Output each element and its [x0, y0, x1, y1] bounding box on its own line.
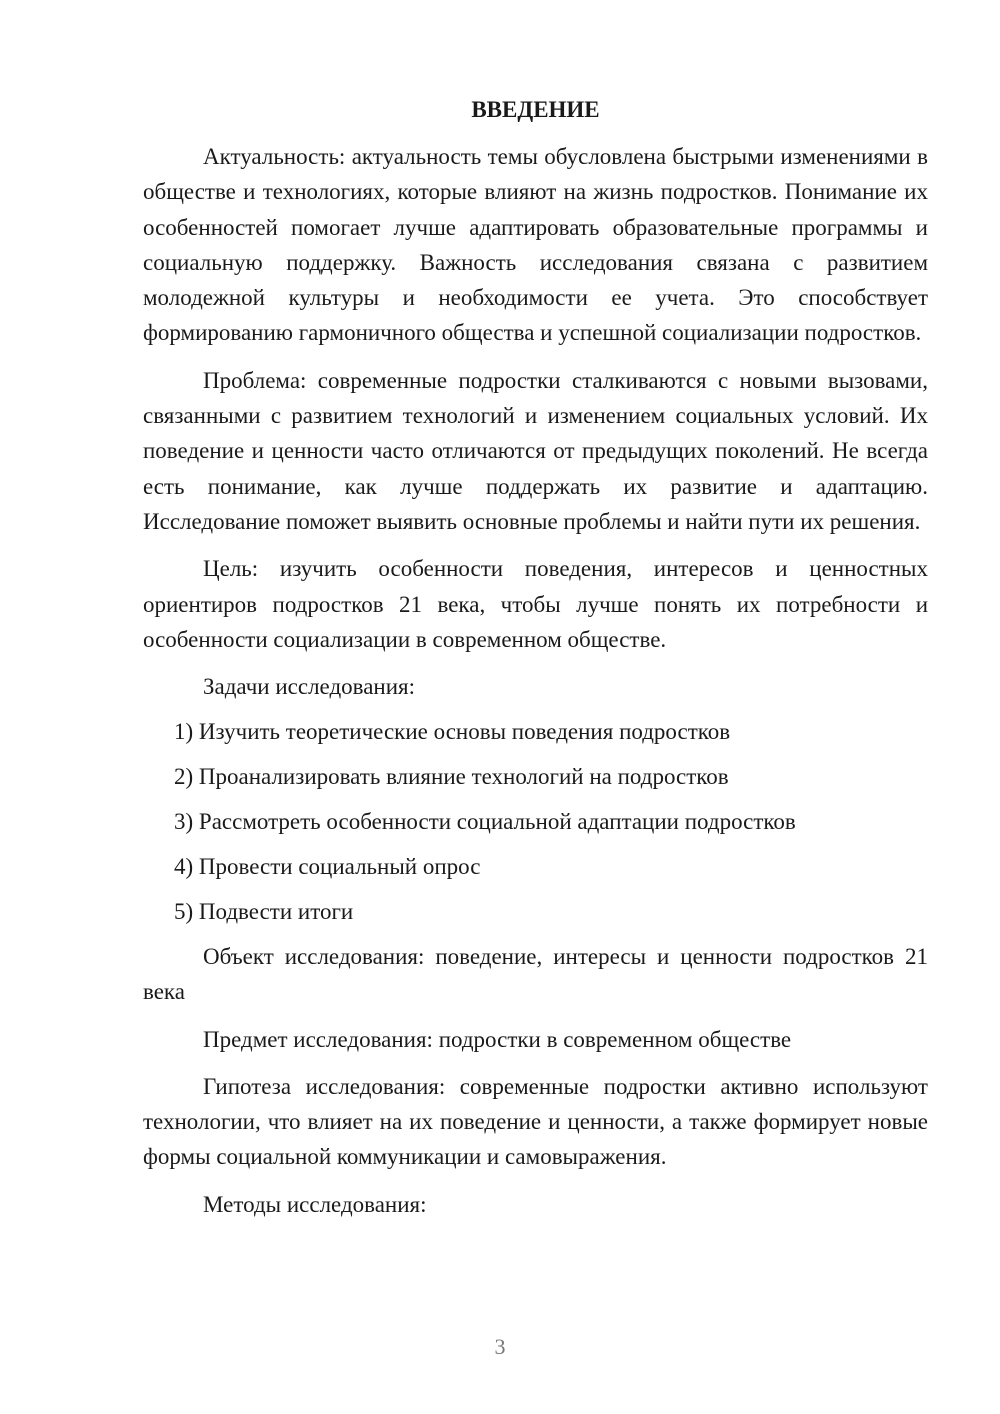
object-paragraph: Объект исследования: поведение, интересы и ценности подростков 21 века [143, 944, 928, 1005]
relevance-paragraph: Актуальность: актуальность темы обусловлена быстрыми изменениями в обществе и технологиях, которые влияют на жизнь подростков. Понимание их особенностей помогает лучше адаптировать образовательные программы и социальную поддержку. Важность исследования связана с развитием молодежной культуры и необходимости ее учета. Это способствует формированию гармоничного общества и успешной социализации подростков. [143, 144, 928, 346]
tasks-heading: Задачи исследования: [203, 674, 416, 700]
page-content [143, 92, 928, 1234]
task-item: 4) Провести социальный опрос [174, 854, 481, 880]
problem-paragraph: Проблема: современные подростки сталкиваются с новыми вызовами, связанными с развитием технологий и изменением социальных условий. Их поведение и ценности часто отличаются от предыдущих поколений. Не всегда есть понимание, как лучше поддержать их развитие и адаптацию. Исследование поможет выявить основные проблемы и найти пути их решения. [143, 367, 928, 534]
task-item: 5) Подвести итоги [174, 899, 354, 925]
methods-heading: Методы исследования: [203, 1191, 427, 1217]
page-title: ВВЕДЕНИЕ [471, 97, 600, 122]
task-item: 2) Проанализировать влияние технологий на подростков [174, 764, 729, 790]
task-item: 3) Рассмотреть особенности социальной адаптации подростков [174, 809, 796, 835]
hypothesis-paragraph: Гипотеза исследования: современные подростки активно используют технологии, что влияет на их поведение и ценности, а также формирует новые формы социальной коммуникации и самовыражения. [143, 1073, 928, 1170]
task-item: 1) Изучить теоретические основы поведения подростков [174, 719, 731, 745]
goal-paragraph: Цель: изучить особенности поведения, интересов и ценностных ориентиров подростков 21 века, чтобы лучше понять их потребности и особенности социализации в современном обществе. [143, 556, 928, 652]
subject-paragraph: Предмет исследования: подростки в современном обществе [203, 1026, 792, 1052]
page-number: 3 [494, 1334, 506, 1359]
tasks-list [143, 714, 928, 929]
